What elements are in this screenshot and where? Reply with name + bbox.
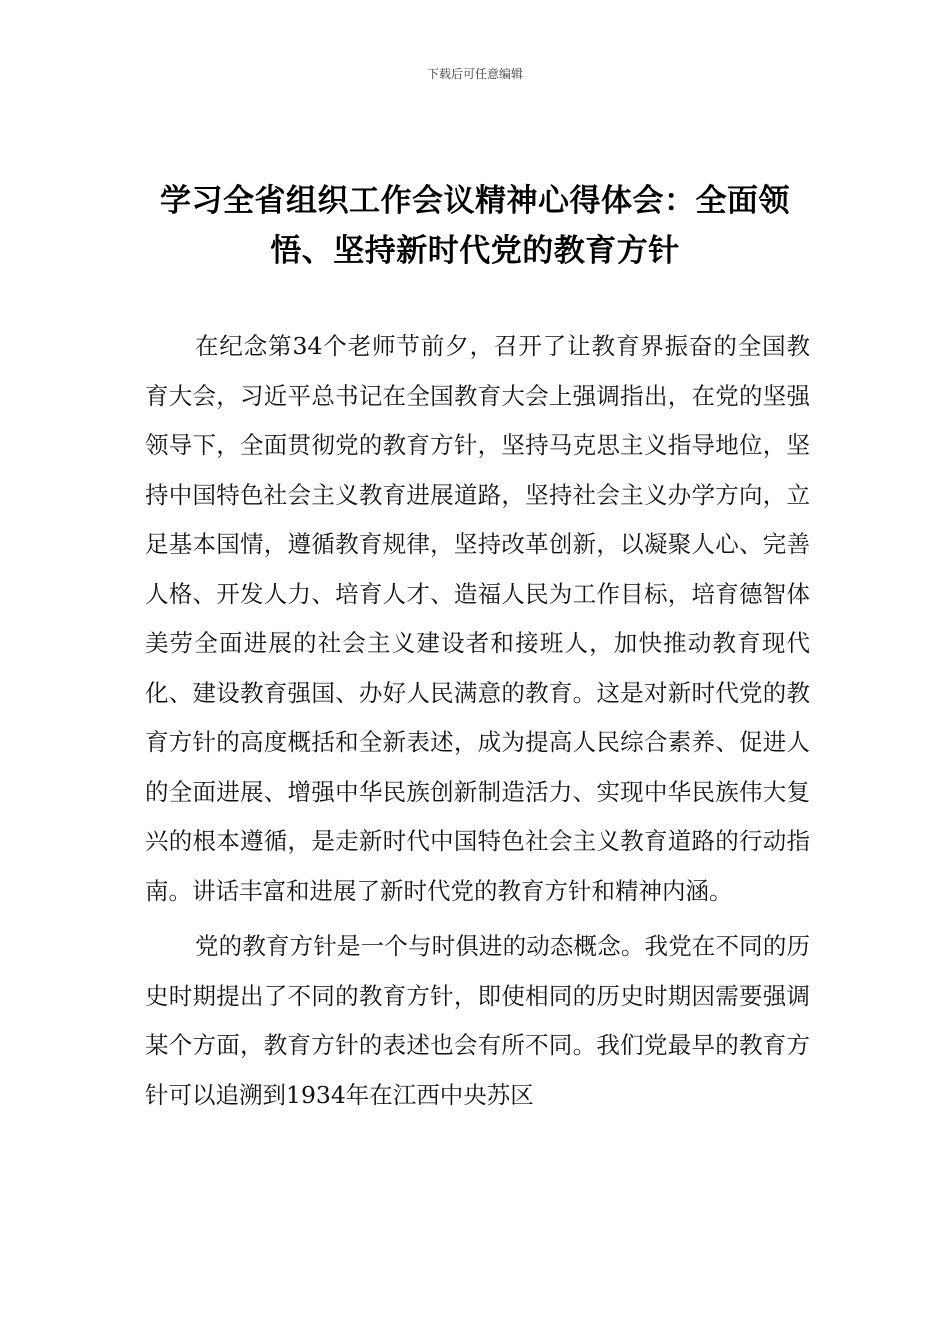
body-paragraph-1: 在纪念第34个老师节前夕，召开了让教育界振奋的全国教育大会，习近平总书记在全国教育大会上强调指出，在党的坚强领导下，全面贯彻党的教育方针，坚持马克思主义指导地位，坚持中国特色社会主义教育进展道路，坚持社会主义办学方向，立足基本国情，遵循教育规律，坚持改革创新，以凝聚人心、完善人格、开发人力、培育人才、造福人民为工作目标，培育德智体美劳全面进展的社会主义建设者和接班人，加快推动教育现代化、建设教育强国、办好人民满意的教育。这是对新时代党的教育方针的高度概括和全新表述，成为提高人民综合素养、促进人的全面进展、增强中华民族创新制造活力、实现中华民族伟大复兴的根本遵循，是走新时代中国特色社会主义教育道路的行动指南。讲话丰富和进展了新时代党的教育方针和精神内涵。 <box>145 332 810 905</box>
body-paragraph-2: 党的教育方针是一个与时俱进的动态概念。我党在不同的历史时期提出了不同的教育方针，即使相同的历史时期因需要强调某个方面，教育方针的表述也会有所不同。我们党最早的教育方针可以追溯到1934年在江西中央苏区 <box>145 932 810 1109</box>
document-title: 学习全省组织工作会议精神心得体会：全面领悟、坚持新时代党的教育方针 <box>160 183 790 269</box>
page-header-note: 下载后可任意编辑 <box>426 67 523 81</box>
document-body <box>145 322 810 1126</box>
